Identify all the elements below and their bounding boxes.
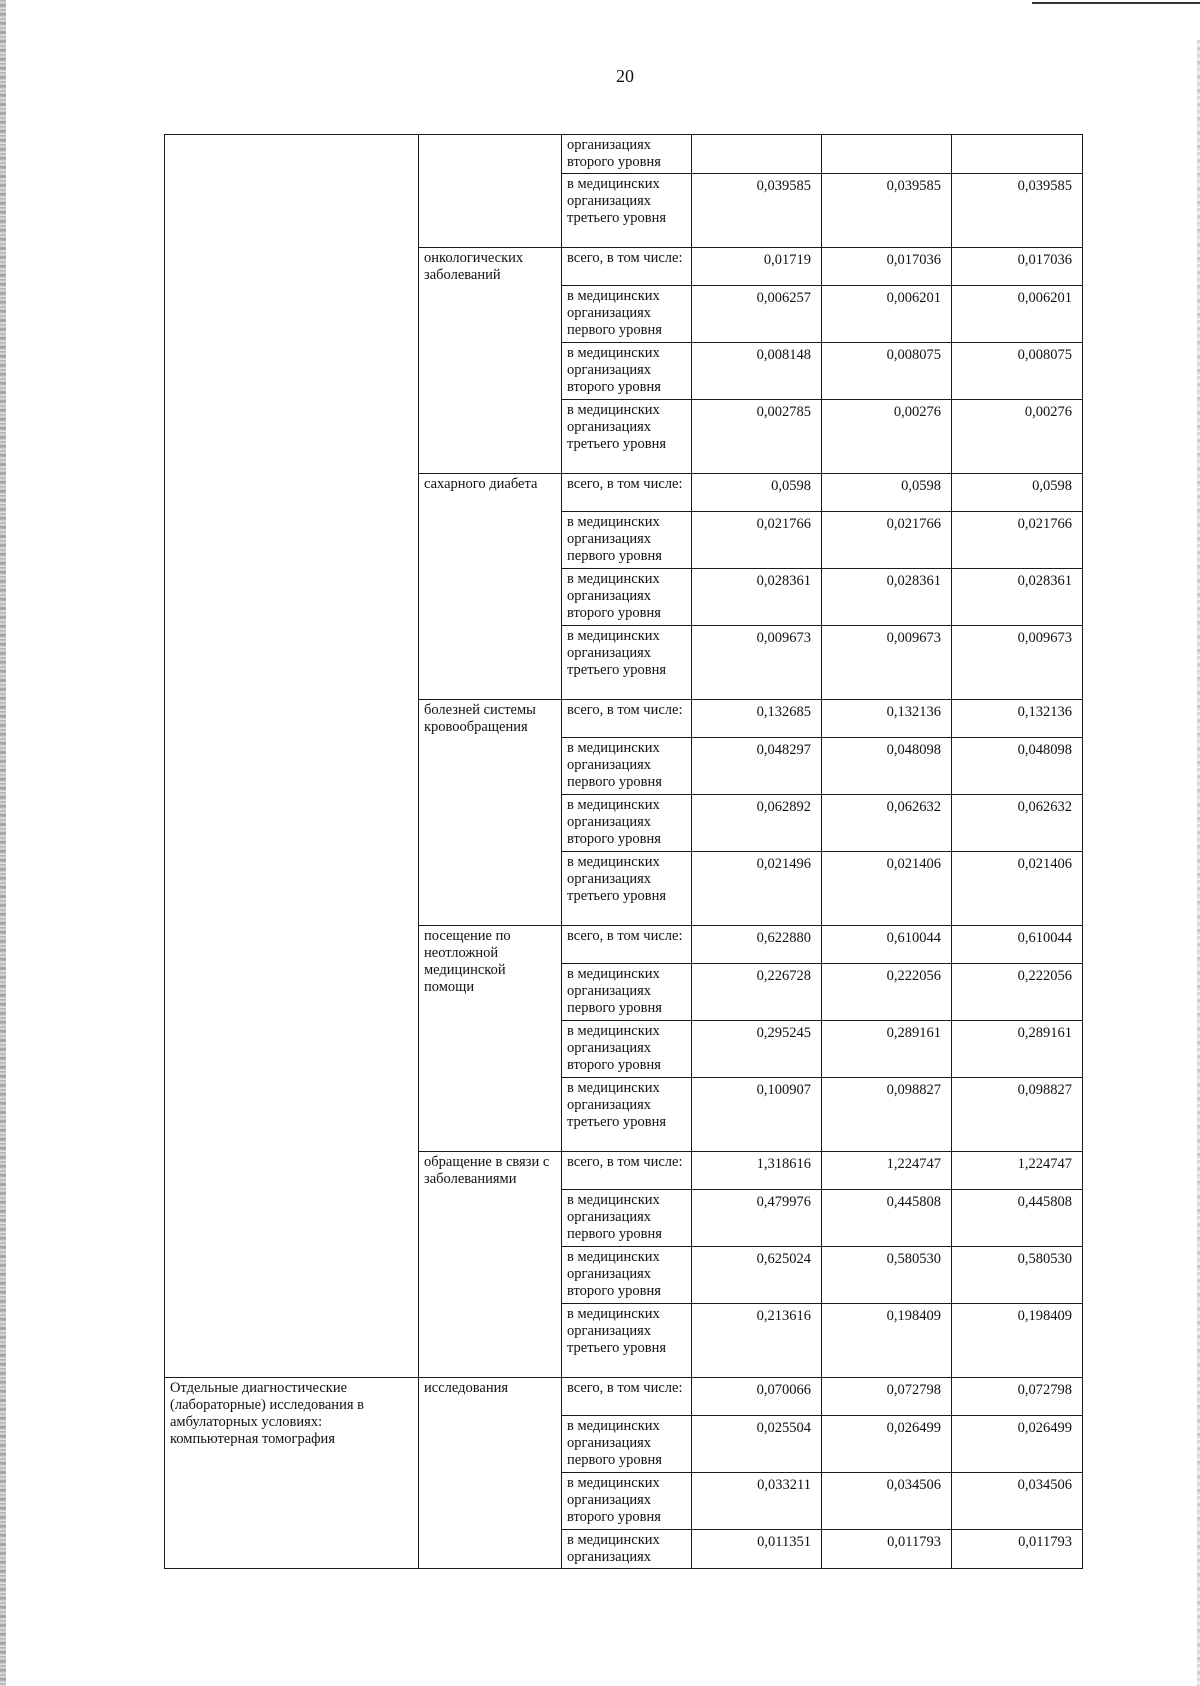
data-table: [164, 134, 1083, 1569]
sublevel-cell: в медицинских организациях третьего уровня: [562, 1078, 692, 1152]
value-cell: 0,026499: [822, 1416, 952, 1473]
value-cell: 0,295245: [692, 1021, 822, 1078]
sublevel-cell: в медицинских организациях второго уровня: [562, 795, 692, 852]
value-cell: 0,011793: [822, 1530, 952, 1569]
value-cell: 0,0598: [822, 474, 952, 512]
value-cell: 0,072798: [952, 1378, 1083, 1416]
value-cell: 0,028361: [692, 569, 822, 626]
value-cell: 0,098827: [822, 1078, 952, 1152]
group-label-cell: онкологических заболеваний: [419, 248, 562, 474]
section-label-cell: [165, 135, 419, 1378]
value-cell: 1,224747: [952, 1152, 1083, 1190]
value-cell: 0,610044: [822, 926, 952, 964]
sublevel-cell: в медицинских организациях третьего уровня: [562, 1304, 692, 1378]
value-cell: 0,01719: [692, 248, 822, 286]
sublevel-cell: в медицинских организациях первого уровня: [562, 512, 692, 569]
value-cell: 0,062632: [952, 795, 1083, 852]
sublevel-cell: в медицинских организациях первого уровня: [562, 286, 692, 343]
value-cell: 0,021406: [822, 852, 952, 926]
value-cell: 0,002785: [692, 400, 822, 474]
value-cell: [692, 135, 822, 174]
value-cell: 1,318616: [692, 1152, 822, 1190]
group-label-cell: сахарного диабета: [419, 474, 562, 700]
value-cell: 0,008075: [952, 343, 1083, 400]
value-cell: 0,072798: [822, 1378, 952, 1416]
value-cell: 0,017036: [822, 248, 952, 286]
value-cell: 0,048098: [822, 738, 952, 795]
sublevel-cell: в медицинских организациях третьего уровня: [562, 400, 692, 474]
sublevel-cell: в медицинских организациях второго уровня: [562, 569, 692, 626]
value-cell: 0,034506: [952, 1473, 1083, 1530]
value-cell: 0,445808: [822, 1190, 952, 1247]
value-cell: 1,224747: [822, 1152, 952, 1190]
sublevel-cell: в медицинских организациях первого уровня: [562, 1190, 692, 1247]
value-cell: 0,00276: [952, 400, 1083, 474]
sublevel-cell: всего, в том числе:: [562, 700, 692, 738]
value-cell: [822, 135, 952, 174]
sublevel-cell: в медицинских организациях третьего уровня: [562, 174, 692, 248]
value-cell: 0,025504: [692, 1416, 822, 1473]
sublevel-cell: в медицинских организациях второго уровня: [562, 1473, 692, 1530]
value-cell: 0,062892: [692, 795, 822, 852]
value-cell: 0,198409: [822, 1304, 952, 1378]
sublevel-cell: организациях второго уровня: [562, 135, 692, 174]
sublevel-cell: в медицинских организациях: [562, 1530, 692, 1569]
group-label-cell: [419, 135, 562, 248]
value-cell: 0,028361: [822, 569, 952, 626]
value-cell: 0,132685: [692, 700, 822, 738]
value-cell: 0,021496: [692, 852, 822, 926]
value-cell: 0,039585: [692, 174, 822, 248]
value-cell: 0,011351: [692, 1530, 822, 1569]
value-cell: 0,021766: [952, 512, 1083, 569]
value-cell: 0,009673: [822, 626, 952, 700]
value-cell: 0,008148: [692, 343, 822, 400]
sublevel-cell: всего, в том числе:: [562, 1378, 692, 1416]
value-cell: 0,0598: [952, 474, 1083, 512]
value-cell: 0,008075: [822, 343, 952, 400]
value-cell: 0,034506: [822, 1473, 952, 1530]
value-cell: 0,028361: [952, 569, 1083, 626]
value-cell: 0,006201: [952, 286, 1083, 343]
value-cell: 0,132136: [822, 700, 952, 738]
value-cell: 0,026499: [952, 1416, 1083, 1473]
value-cell: 0,610044: [952, 926, 1083, 964]
sublevel-cell: в медицинских организациях третьего уровня: [562, 852, 692, 926]
sublevel-cell: всего, в том числе:: [562, 474, 692, 512]
value-cell: 0,100907: [692, 1078, 822, 1152]
sublevel-cell: всего, в том числе:: [562, 1152, 692, 1190]
sublevel-cell: в медицинских организациях первого уровня: [562, 738, 692, 795]
value-cell: 0,009673: [952, 626, 1083, 700]
sublevel-cell: в медицинских организациях первого уровня: [562, 964, 692, 1021]
sublevel-cell: в медицинских организациях второго уровня: [562, 1247, 692, 1304]
value-cell: 0,021766: [692, 512, 822, 569]
value-cell: 0,039585: [822, 174, 952, 248]
sublevel-cell: всего, в том числе:: [562, 248, 692, 286]
value-cell: 0,0598: [692, 474, 822, 512]
value-cell: 0,006257: [692, 286, 822, 343]
value-cell: 0,226728: [692, 964, 822, 1021]
value-cell: 0,622880: [692, 926, 822, 964]
value-cell: 0,039585: [952, 174, 1083, 248]
value-cell: 0,445808: [952, 1190, 1083, 1247]
value-cell: 0,098827: [952, 1078, 1083, 1152]
value-cell: 0,479976: [692, 1190, 822, 1247]
value-cell: 0,017036: [952, 248, 1083, 286]
value-cell: 0,062632: [822, 795, 952, 852]
value-cell: 0,006201: [822, 286, 952, 343]
value-cell: 0,580530: [822, 1247, 952, 1304]
group-label-cell: исследования: [419, 1378, 562, 1569]
value-cell: 0,070066: [692, 1378, 822, 1416]
value-cell: 0,00276: [822, 400, 952, 474]
sublevel-cell: в медицинских организациях третьего уровня: [562, 626, 692, 700]
value-cell: 0,289161: [822, 1021, 952, 1078]
value-cell: 0,048098: [952, 738, 1083, 795]
page-number: 20: [616, 66, 634, 86]
value-cell: 0,222056: [952, 964, 1083, 1021]
value-cell: 0,033211: [692, 1473, 822, 1530]
value-cell: 0,222056: [822, 964, 952, 1021]
value-cell: 0,289161: [952, 1021, 1083, 1078]
value-cell: 0,580530: [952, 1247, 1083, 1304]
sublevel-cell: в медицинских организациях второго уровня: [562, 343, 692, 400]
value-cell: 0,011793: [952, 1530, 1083, 1569]
scan-edge-left: [0, 0, 6, 1686]
value-cell: 0,132136: [952, 700, 1083, 738]
sublevel-cell: всего, в том числе:: [562, 926, 692, 964]
value-cell: 0,009673: [692, 626, 822, 700]
sublevel-cell: в медицинских организациях второго уровня: [562, 1021, 692, 1078]
value-cell: [952, 135, 1083, 174]
value-cell: 0,048297: [692, 738, 822, 795]
value-cell: 0,021406: [952, 852, 1083, 926]
scan-top-line: [1032, 2, 1200, 4]
group-label-cell: болезней системы кровообращения: [419, 700, 562, 926]
value-cell: 0,625024: [692, 1247, 822, 1304]
section-label-cell: Отдельные диагностические (лабораторные) исследования в амбулаторных условиях: компьютерная томография: [165, 1378, 419, 1569]
group-label-cell: посещение по неотложной медицинской помощи: [419, 926, 562, 1152]
table-row: [165, 1378, 1083, 1416]
sublevel-cell: в медицинских организациях первого уровня: [562, 1416, 692, 1473]
value-cell: 0,213616: [692, 1304, 822, 1378]
value-cell: 0,021766: [822, 512, 952, 569]
value-cell: 0,198409: [952, 1304, 1083, 1378]
group-label-cell: обращение в связи с заболеваниями: [419, 1152, 562, 1378]
table-row: [165, 135, 1083, 174]
